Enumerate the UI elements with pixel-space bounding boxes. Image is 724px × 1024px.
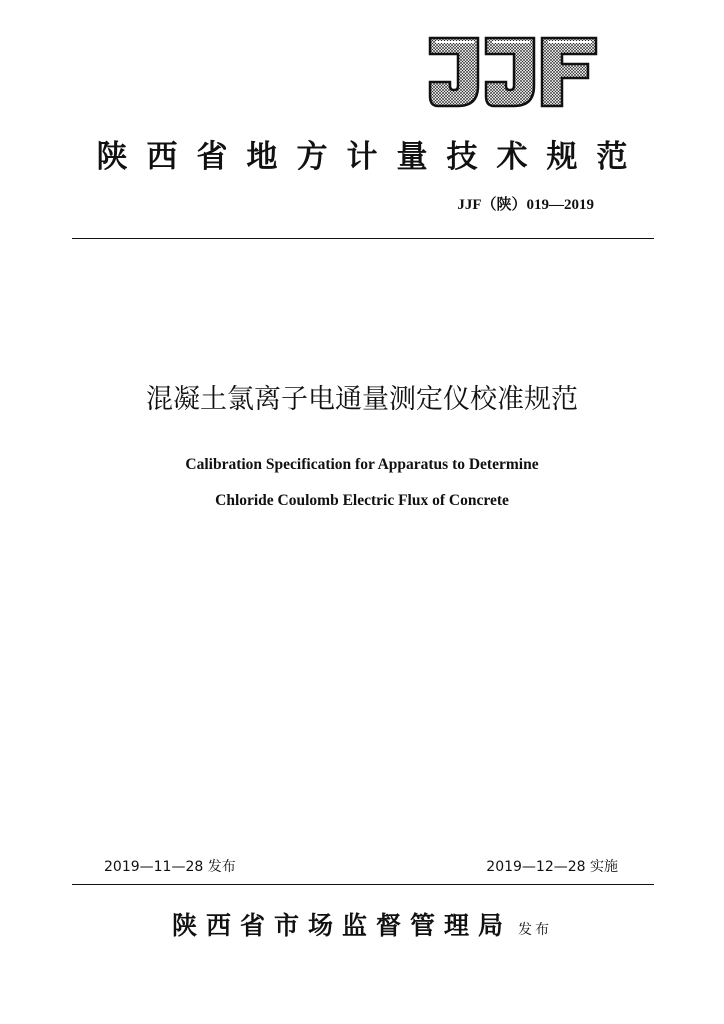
issue-date: 2019—11—28 发布	[104, 859, 236, 875]
effective-date: 2019—12—28 实施	[486, 859, 618, 875]
top-divider	[72, 238, 654, 239]
issue-label: 发布	[518, 922, 552, 938]
document-title-cn: 混凝土氯离子电通量测定仪校准规范	[146, 384, 578, 415]
org-standard-title: 陕西省地方计量技术规范	[96, 139, 647, 175]
document-title-en-line1: Calibration Specification for Apparatus to Determine	[185, 456, 539, 473]
issuer-line	[0, 906, 724, 950]
document-title-en-line2: Chloride Coulomb Electric Flux of Concrete	[215, 492, 509, 509]
standard-code: JJF（陕）019—2019	[457, 197, 594, 213]
bottom-divider	[72, 884, 654, 885]
jjf-logo	[428, 36, 598, 108]
issuing-authority: 陕西省市场监督管理局	[171, 911, 512, 940]
